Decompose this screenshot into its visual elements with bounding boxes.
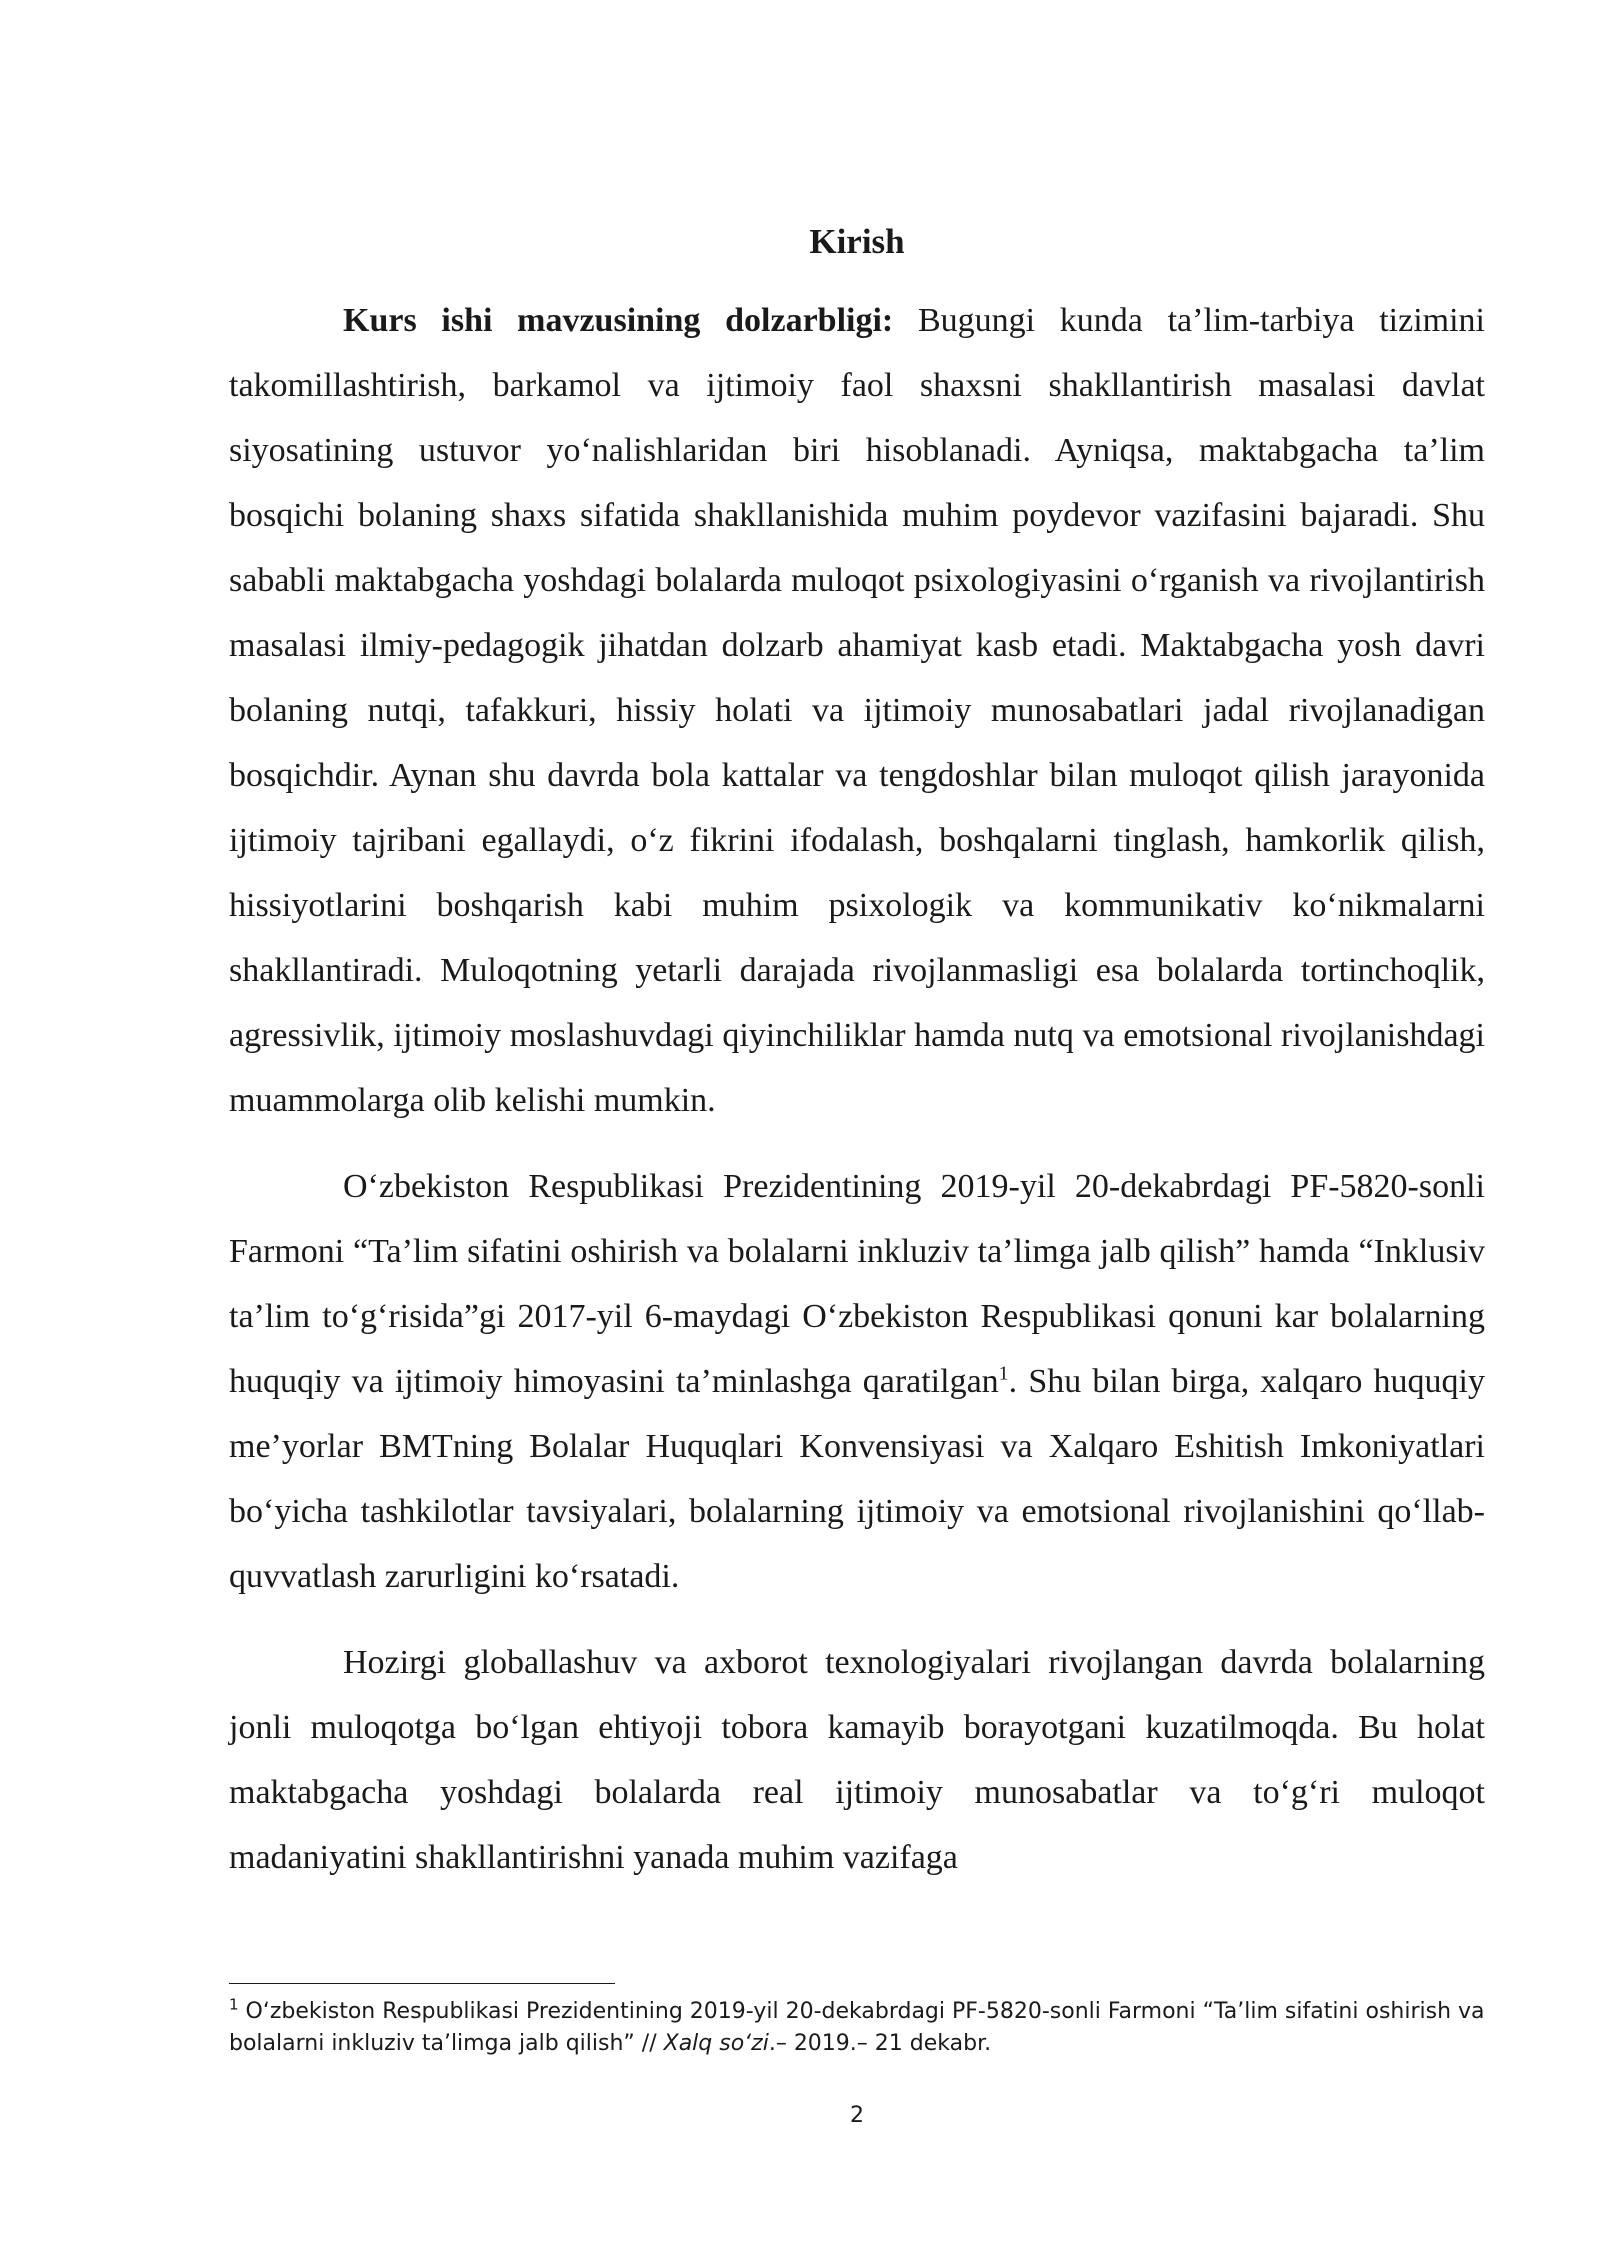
page-number: 2 [850,2103,864,2128]
paragraph-relevance [229,288,1485,1133]
footnote-separator [229,1983,615,1984]
footnote-text: O‘zbekiston Respublikasi Prezidentining 2019-yil 20-dekabrdagi PF-5820-sonli Farmoni “Ta’lim sifatini oshirish va bolalarni inkluziv ta’limga jalb qilish” // [229,1999,1485,2056]
footnote-reference[interactable]: 1 [998,1362,1009,1385]
document-page [229,0,1485,2262]
footnote [229,1996,1485,2060]
globalization-text: Hozirgi globallashuv va axborot texnologiyalari rivojlangan davrda bolalarning jonli muloqotga bo‘lgan ehtiyoji tobora kamayib borayotgani kuzatilmoqda. Bu holat maktabgacha yoshdagi bolalarda real ijtimoiy munosabatlar va to‘g‘ri muloqot madaniyatini shakllantirishni yanada muhim vazifaga [229,1644,1485,1876]
body-text [229,288,1485,1890]
footnote-tail: .– 2019.– 21 dekabr. [768,2031,992,2056]
footnote-number: 1 [229,1995,239,2014]
footnote-source: Xalq so‘zi [663,2031,769,2056]
relevance-text: Bugungi kunda ta’lim-tarbiya tizimini takomillashtirish, barkamol va ijtimoiy faol shaxsni shakllantirish masalasi davlat siyosatining ustuvor yo‘nalishlaridan biri hisoblanadi. Ayniqsa, maktabgacha ta’lim bosqichi bolaning shaxs sifatida shakllanishida muhim poydevor vazifasini bajaradi. Shu sababli maktabgacha yoshdagi bolalarda muloqot psixologiyasini o‘rganish va rivojlantirish masalasi ilmiy-pedagogik jihatdan dolzarb ahamiyat kasb etadi. Maktabgacha yosh davri bolaning nutqi, tafakkuri, hissiy holati va ijtimoiy munosabatlari jadal rivojlanadigan bosqichdir. Aynan shu davrda bola kattalar va tengdoshlar bilan muloqot qilish jarayonida ijtimoiy tajribani egallaydi, o‘z fikrini ifodalash, boshqalarni tinglash, hamkorlik qilish, hissiyotlarini boshqarish kabi muhim psixologik va kommunikativ ko‘nikmalarni shakllantiradi. Muloqotning yetarli darajada rivojlanmasligi esa bolalarda tortinchoqlik, agressivlik, ijtimoiy moslashuvdagi qiyinchiliklar hamda nutq va emotsional rivojlanishdagi muammolarga olib kelishi mumkin. [229,302,1485,1119]
relevance-label: Kurs ishi mavzusining dolzarbligi: [343,302,894,339]
legislation-text-after-ref: . Shu bilan birga, xalqaro huquqiy me’yorlar BMTning Bolalar Huquqlari Konvensiyasi va Xalqaro Eshitish Imkoniyatlari bo‘yicha tashkilotlar tavsiyalari, bolalarning ijtimoiy va emotsional rivojlanishini qo‘llab-quvvatlash zarurligini ko‘rsatadi. [229,1363,1485,1595]
legislation-text-before-ref: O‘zbekiston Respublikasi Prezidentining 2019-yil 20-dekabrdagi PF-5820-sonli Farmoni “Ta’lim sifatini oshirish va bolalarni inkluziv ta’limga jalb qilish” hamda “Inklusiv ta’lim to‘g‘risida”gi 2017-yil 6-maydagi O‘zbekiston Respublikasi qonuni kar bolalarning huquqiy va ijtimoiy himoyasini ta’minlashga qaratilgan [229,1168,1485,1400]
section-heading: Kirish [809,222,905,261]
paragraph-globalization [229,1630,1485,1890]
paragraph-legislation [229,1154,1485,1609]
